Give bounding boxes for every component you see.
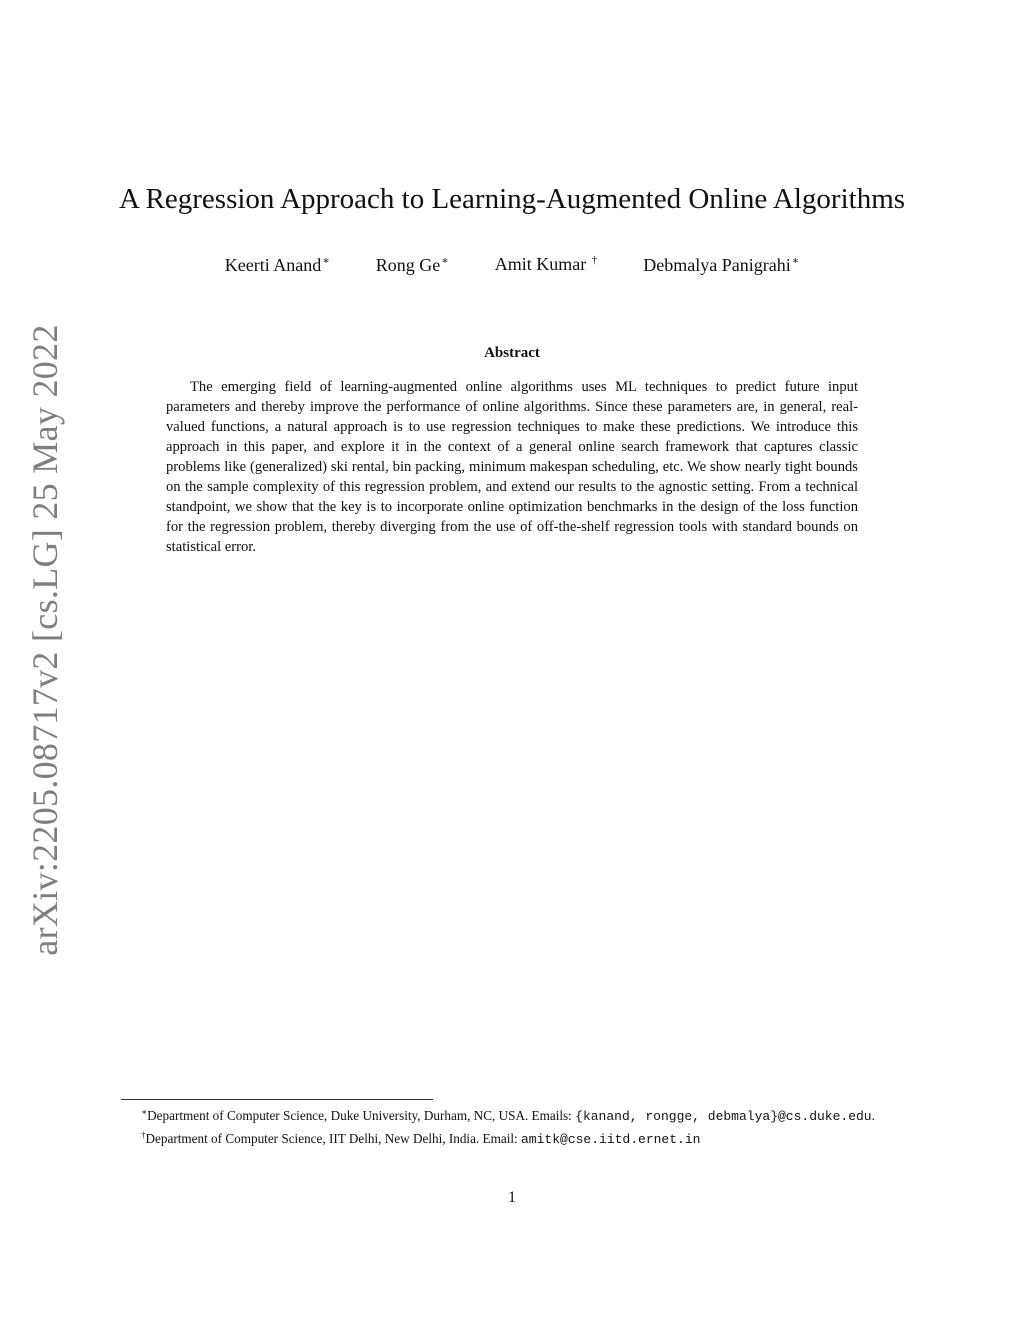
- affiliation-mark: ∗: [791, 255, 800, 267]
- paper-title: A Regression Approach to Learning-Augmented Online Algorithms: [118, 183, 906, 215]
- author-name: Amit Kumar: [494, 254, 591, 274]
- abstract-heading: Abstract: [484, 345, 540, 361]
- footnote-mark: ∗: [141, 1107, 148, 1117]
- footnote-iit-delhi: [121, 1126, 906, 1149]
- footnote-text: Department of Computer Science, Duke University, Durham, NC, USA. Emails:: [147, 1108, 576, 1123]
- footnote-text: Department of Computer Science, IIT Delhi, New Delhi, India. Email:: [145, 1131, 521, 1146]
- arxiv-identifier-stamp: arXiv:2205.08717v2 [cs.LG] 25 May 2022: [25, 324, 65, 956]
- affiliation-mark: ∗: [441, 255, 449, 267]
- author-amit-kumar: [495, 254, 598, 276]
- footnote-email: {kanand, rongge, debmalya}@cs.duke.edu: [575, 1109, 872, 1124]
- author-debmalya-panigrahi: [643, 254, 799, 276]
- abstract-body: The emerging field of learning-augmented online algorithms uses ML techniques to predict future input parameters and thereby improve the performance of online algorithms. Since these parameters are, in general, real-valued functions, a natural approach is to use regression techniques to make these predictions. We introduce this approach in this paper, and explore it in the context of a general online search framework that captures classic problems like (generalized) ski rental, bin packing, minimum makespan scheduling, etc. We show nearly tight bounds on the sample complexity of this regression problem, and extend our results to the agnostic setting. From a technical standpoint, we show that the key is to incorporate online optimization benchmarks in the design of the loss function for the regression problem, thereby diverging from the use of off-the-shelf regression tools with standard bounds on statistical error.: [166, 379, 858, 555]
- author-list: [0, 254, 1024, 276]
- author-name: Keerti Anand: [224, 255, 322, 275]
- author-keerti-anand: [225, 254, 330, 276]
- affiliation-mark: †: [591, 254, 598, 266]
- footnotes: [121, 1103, 906, 1149]
- author-name: Debmalya Panigrahi: [643, 255, 791, 275]
- footnote-email: amitk@cse.iitd.ernet.in: [521, 1132, 701, 1147]
- footnote-duke: [121, 1103, 906, 1126]
- footnote-suffix: .: [871, 1108, 875, 1123]
- author-name: Rong Ge: [375, 255, 441, 275]
- footnote-mark: †: [141, 1130, 146, 1140]
- author-rong-ge: [376, 254, 449, 276]
- page-number: 1: [508, 1189, 516, 1206]
- affiliation-mark: ∗: [322, 255, 330, 267]
- footnote-divider: [121, 1099, 433, 1100]
